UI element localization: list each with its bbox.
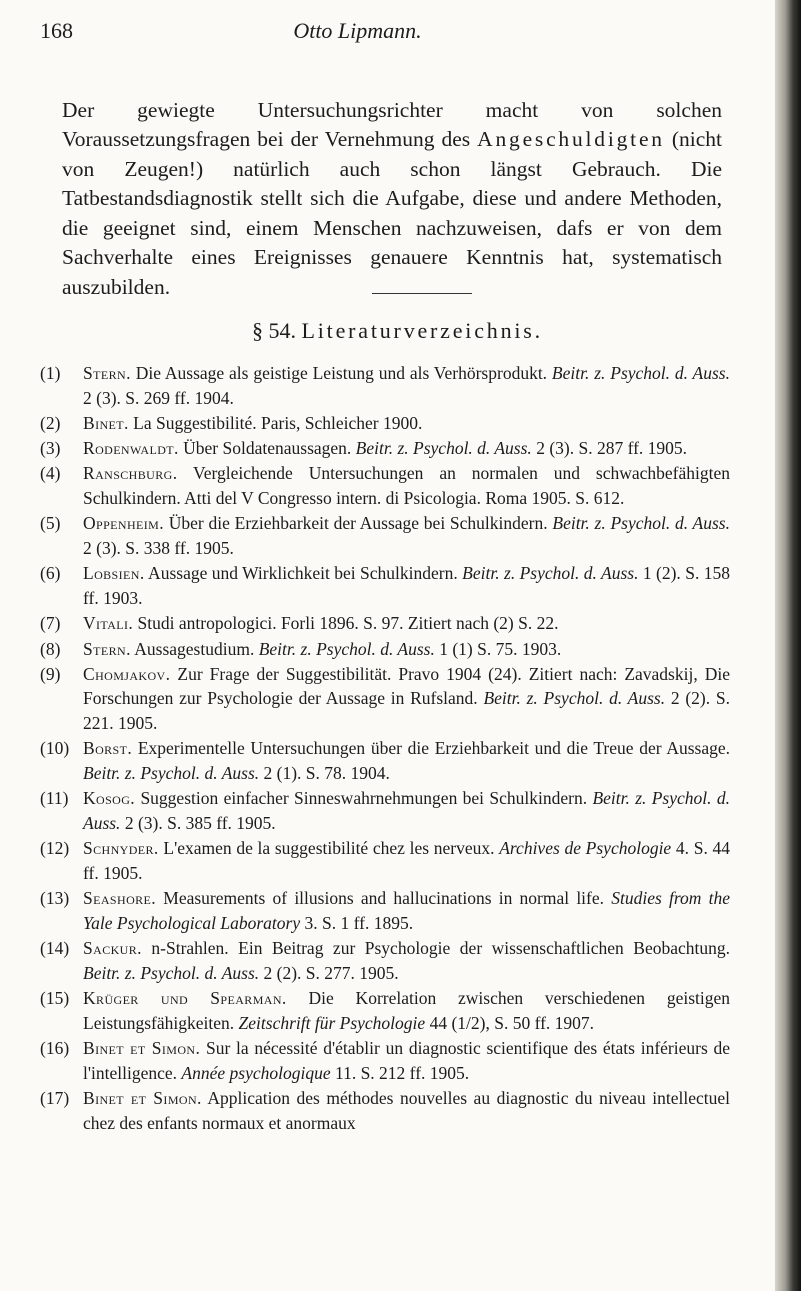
reference-entry [40, 1086, 730, 1136]
reference-author: Krüger und Spearman. [83, 988, 287, 1009]
reference-text: Die Korrelation zwischen verschiedenen geistigen Leistungsfähigkeiten. [83, 988, 730, 1034]
reference-number: (8) [40, 638, 61, 659]
reference-number: (10) [40, 738, 70, 759]
reference-number: (17) [40, 1088, 70, 1109]
reference-text: La Suggestibilité. Paris, Schleicher 1900. [128, 412, 423, 433]
reference-number: (9) [40, 663, 61, 684]
reference-entry [40, 836, 730, 886]
reference-number: (4) [40, 463, 61, 484]
reference-text: Aussagestudium. [130, 638, 259, 659]
reference-text-tail: 4. S. 44 ff. 1905. [83, 838, 731, 884]
reference-author: Binet. [83, 412, 129, 433]
reference-entry [40, 461, 730, 511]
reference-text-tail: 2 (3). S. 287 ff. 1905. [531, 438, 688, 459]
reference-entry [40, 436, 730, 461]
reference-number: (6) [40, 563, 61, 584]
intro-text-before: Der gewiegte Untersuchungsrichter macht von solchen Voraussetzungsfragen bei der Vernehmung des [62, 97, 722, 151]
reference-entry [40, 1036, 730, 1086]
reference-number: (16) [40, 1038, 70, 1059]
reference-number: (1) [40, 363, 61, 383]
reference-number: (15) [40, 988, 70, 1009]
reference-entry [40, 786, 730, 836]
reference-entry [40, 637, 730, 662]
reference-author: Chomjakov. [83, 663, 171, 684]
reference-number: (3) [40, 438, 61, 459]
reference-text: Vergleichende Untersuchungen an normalen und schwachbefähigten Schulkindern. Atti del V Congresso intern. di Psicologia. Roma 1905. S. 612. [83, 463, 730, 509]
reference-number: (14) [40, 938, 70, 959]
reference-entry [40, 511, 730, 561]
reference-author: Stern. [83, 638, 131, 659]
reference-entry [40, 986, 730, 1036]
reference-author: Rodenwaldt. [83, 438, 179, 459]
reference-text: Measurements of illusions and hallucinations in normal life. [156, 888, 612, 909]
reference-number: (7) [40, 613, 61, 634]
reference-number: (12) [40, 838, 70, 859]
running-head: Otto Lipmann. [293, 18, 422, 43]
reference-journal: Beitr. z. Psychol. d. Auss. [483, 688, 666, 709]
reference-text-tail: 11. S. 212 ff. 1905. [330, 1063, 470, 1084]
reference-author: Binet et Simon. [83, 1088, 202, 1109]
reference-text: Studi antropologici. Forli 1896. S. 97. Zitiert nach (2) S. 22. [133, 613, 559, 634]
page-header [40, 18, 735, 48]
reference-author: Kosog. [83, 788, 136, 809]
reference-entry [40, 411, 730, 436]
reference-author: Seashore. [83, 888, 157, 909]
reference-text-tail: 1 (1) S. 75. 1903. [434, 638, 562, 659]
section-title: Literaturverzeichnis. [301, 318, 543, 343]
reference-text-tail: 44 (1/2), S. 50 ff. 1907. [425, 1013, 595, 1034]
reference-journal: Beitr. z. Psychol. d. Auss. [462, 563, 639, 584]
reference-journal: Beitr. z. Psychol. d. Auss. [258, 638, 435, 659]
reference-text: Zur Frage der Suggestibilität. Pravo 1904 (24). Zitiert nach: Zavadskij, Die Forschungen zur Psychologie der Aussage in Rufsland. [83, 663, 730, 709]
reference-text-tail: 3. S. 1 ff. 1895. [300, 913, 414, 934]
reference-number: (11) [40, 788, 69, 809]
intro-paragraph [62, 96, 722, 303]
reference-author: Lobsien. [83, 563, 145, 584]
reference-author: Borst. [83, 738, 133, 759]
page-number: 168 [40, 18, 73, 43]
reference-author: Ranschburg. [83, 463, 178, 484]
section-number: § 54. [252, 318, 297, 343]
reference-number: (5) [40, 513, 61, 534]
reference-entry [40, 662, 730, 736]
reference-text: Aussage und Wirklichkeit bei Schulkindern. [144, 563, 463, 584]
reference-text-tail: 2 (3). S. 269 ff. 1904. [83, 387, 234, 408]
reference-text: n-Strahlen. Ein Beitrag zur Psychologie der wissenschaftlichen Beobachtung. [141, 938, 730, 959]
reference-author: Vitali. [83, 613, 134, 634]
reference-text-tail: 2 (2). S. 277. 1905. [259, 963, 399, 984]
reference-list [40, 361, 730, 1136]
reference-journal: Studies from the Yale Psychological Laboratory [83, 888, 731, 934]
reference-text-tail: 2 (3). S. 385 ff. 1905. [120, 813, 276, 834]
reference-author: Sackur. [83, 938, 142, 959]
reference-text: Die Aussage als geistige Leistung und als Verhörsprodukt. [130, 363, 552, 383]
section-divider [372, 293, 472, 294]
reference-text: Suggestion einfacher Sinneswahrnehmungen bei Schulkindern. [135, 788, 593, 809]
intro-spaced-word: Angeschuldigten [477, 127, 665, 151]
section-heading [0, 318, 775, 344]
reference-entry [40, 561, 730, 611]
reference-text-tail: 1 (2). S. 158 ff. 1903. [83, 563, 730, 609]
reference-journal: Beitr. z. Psychol. d. Auss. [551, 363, 730, 383]
reference-number: (13) [40, 888, 70, 909]
reference-entry [40, 936, 730, 986]
reference-text-tail: 2 (1). S. 78. 1904. [259, 763, 390, 784]
reference-journal: Beitr. z. Psychol. d. Auss. [355, 438, 532, 459]
reference-author: Schnyder. [83, 838, 159, 859]
reference-text-tail: 2 (2). S. 221. 1905. [83, 688, 730, 734]
reference-journal: Zeitschrift für Psychologie [238, 1013, 426, 1034]
book-binding-edge [775, 0, 801, 1291]
reference-entry [40, 736, 730, 786]
reference-text: L'examen de la suggestibilité chez les nerveux. [158, 838, 500, 859]
reference-journal: Beitr. z. Psychol. d. Auss. [83, 963, 260, 984]
reference-text: Application des méthodes nouvelles au diagnostic du niveau intellectuel chez des enfants normaux et anormaux [83, 1088, 730, 1134]
reference-text: Sur la nécessité d'établir un diagnostic scientifique des états inférieurs de l'intelligence. [83, 1038, 731, 1084]
reference-journal: Beitr. z. Psychol. d. Auss. [83, 788, 730, 834]
reference-journal: Beitr. z. Psychol. d. Auss. [83, 763, 260, 784]
reference-number: (2) [40, 412, 61, 433]
reference-journal: Beitr. z. Psychol. d. Auss. [552, 513, 730, 534]
reference-entry [40, 611, 730, 636]
reference-text: Über die Erziehbarkeit der Aussage bei Schulkindern. [164, 513, 553, 534]
reference-entry [40, 886, 730, 936]
reference-journal: Archives de Psychologie [499, 838, 672, 859]
reference-journal: Année psychologique [181, 1063, 331, 1084]
intro-text-after: (nicht von Zeugen!) natürlich auch schon längst Gebrauch. Die Tatbestandsdiagnostik stellt sich die Aufgabe, diese und andere Methoden, die geeignet sind, einem Menschen nachzuweisen, dafs er von dem Sachverhalte eines Ereignisses genauere Kenntnis hat, systematisch auszubilden. [62, 127, 722, 299]
reference-author: Oppenheim. [83, 513, 165, 534]
reference-text-tail: 2 (3). S. 338 ff. 1905. [83, 538, 234, 559]
reference-author: Stern. [83, 363, 131, 383]
reference-author: Binet et Simon. [83, 1038, 201, 1059]
reference-text: Experimentelle Untersuchungen über die Erziehbarkeit und die Treue der Aussage. [132, 738, 730, 759]
reference-text: Über Soldatenaussagen. [178, 438, 356, 459]
reference-entry [40, 361, 730, 411]
